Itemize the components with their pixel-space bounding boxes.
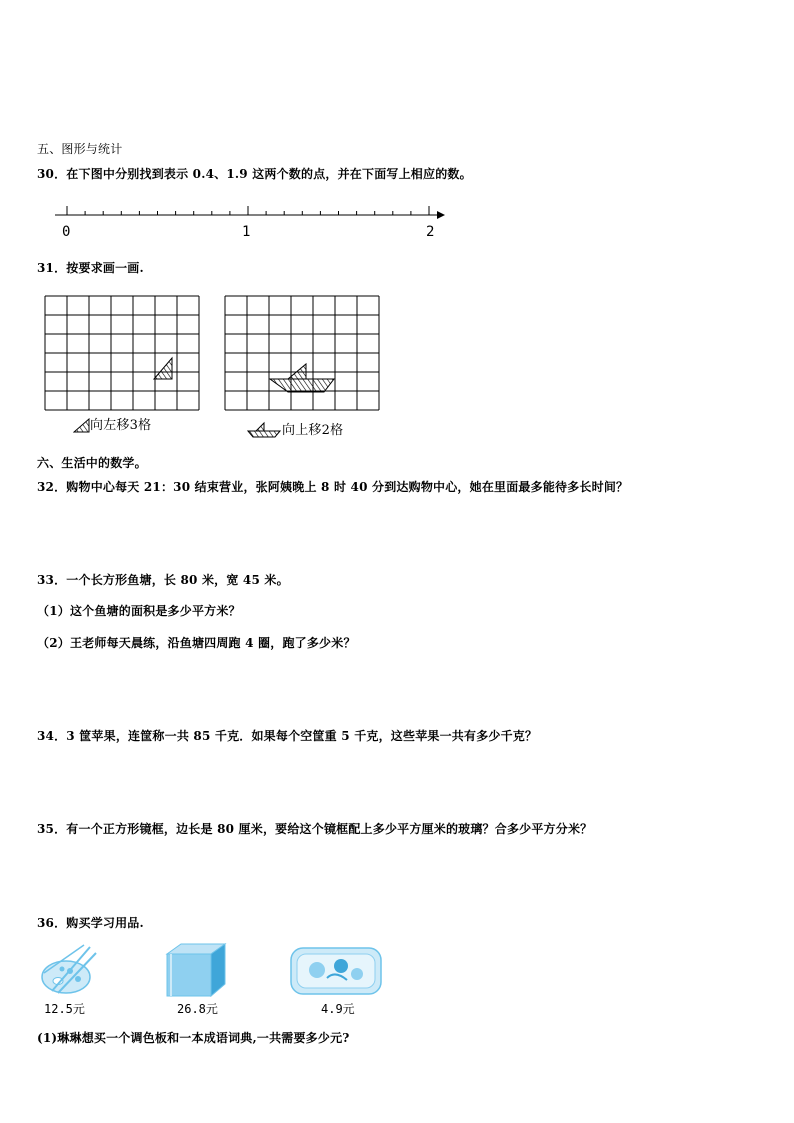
tick-label-0: 0 (62, 224, 71, 240)
price-palette: 12.5元 (44, 1002, 85, 1016)
section-5-title: 五、图形与统计 (37, 142, 123, 156)
left-caption: 向左移3格 (90, 418, 152, 433)
boat-hull-shape (270, 379, 334, 392)
question-30: 30．在下图中分别找到表示 0.4、1.9 这两个数的点，并在下面写上相应的数。 (37, 167, 472, 181)
dictionary-icon (163, 942, 229, 998)
palette-icon (38, 943, 98, 998)
question-36: 36．购买学习用品. (37, 916, 144, 930)
pencil-case-icon (287, 942, 385, 1000)
question-35: 35．有一个正方形镜框，边长是 80 厘米，要给这个镜框配上多少平方厘米的玻璃？合多少平方分米？ (37, 822, 593, 836)
price-pencil-case: 4.9元 (321, 1002, 355, 1016)
grid-right (224, 295, 380, 412)
question-36-part-1: (1)琳琳想买一个调色板和一本成语词典,一共需要多少元? (37, 1031, 350, 1045)
tick-label-2: 2 (426, 224, 435, 240)
section-6-title: 六、生活中的数学。 (37, 456, 147, 470)
grid-left (44, 295, 200, 412)
number-line (45, 198, 465, 244)
question-33-part-2: （2）王老师每天晨练，沿鱼塘四周跑 4 圈，跑了多少米？ (37, 636, 356, 650)
question-34: 34．3 筐苹果，连筐称一共 85 千克．如果每个空筐重 5 千克，这些苹果一共有多少千克？ (37, 729, 538, 743)
boat-small-icon (247, 421, 281, 439)
triangle-shape (154, 358, 172, 379)
question-33: 33．一个长方形鱼塘，长 80 米，宽 45 米。 (37, 573, 289, 587)
right-caption: 向上移2格 (282, 423, 344, 438)
question-32: 32．购物中心每天 21：30 结束营业，张阿姨晚上 8 时 40 分到达购物中心，她在里面最多能待多长时间？ (37, 480, 629, 494)
number-line-arrow-icon (437, 211, 445, 219)
price-dictionary: 26.8元 (177, 1002, 218, 1016)
tick-label-1: 1 (242, 224, 251, 240)
question-31: 31．按要求画一画. (37, 261, 144, 275)
question-33-part-1: （1）这个鱼塘的面积是多少平方米？ (37, 604, 241, 618)
